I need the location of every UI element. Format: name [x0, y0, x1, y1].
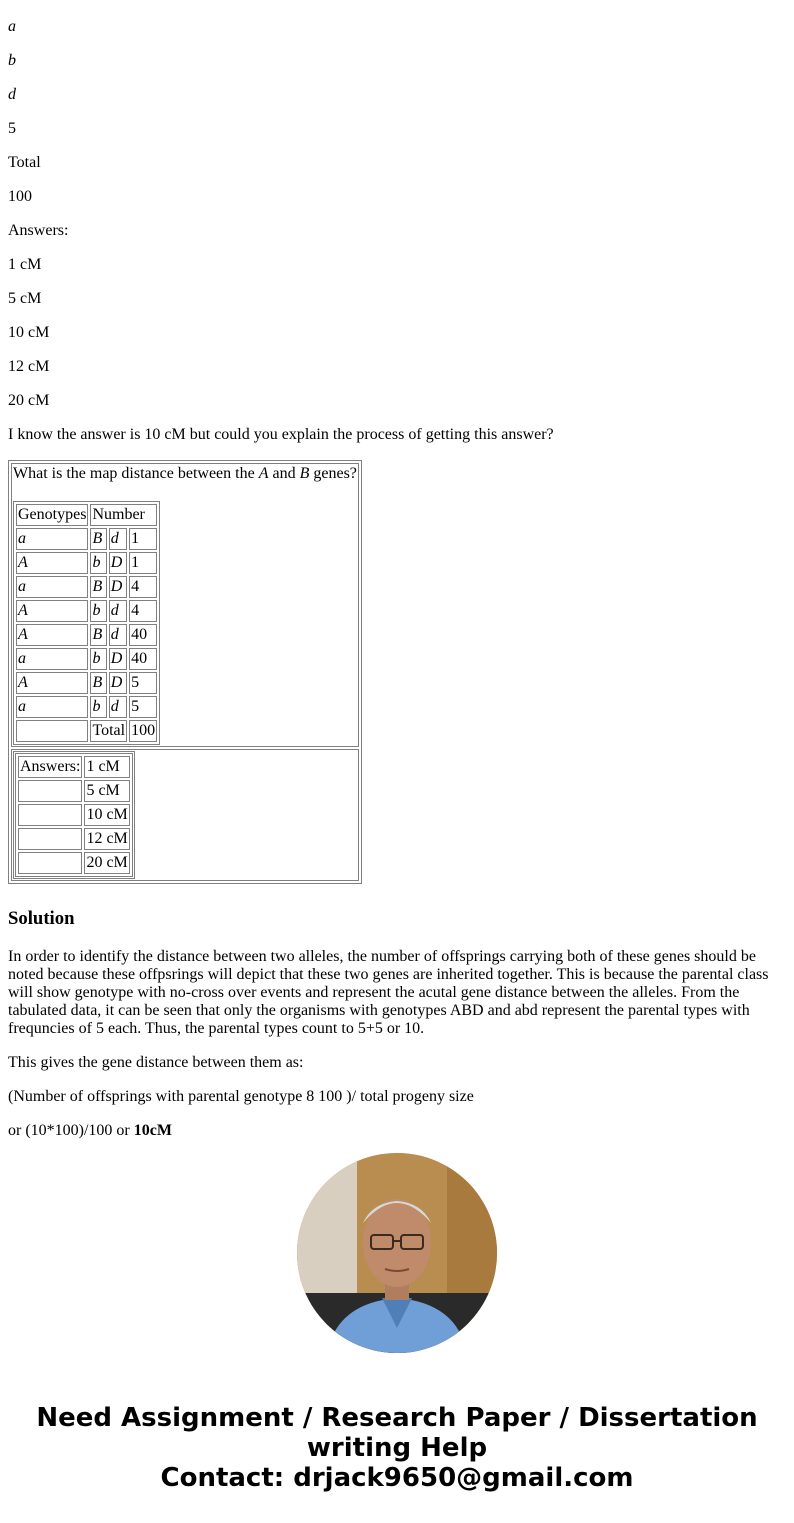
answer-option: 1 cM — [84, 756, 129, 778]
genotype-cell: d — [109, 600, 127, 622]
total-row — [16, 720, 157, 742]
table-row — [16, 552, 157, 574]
genotype-cell: d — [109, 696, 127, 718]
answer-row — [18, 756, 130, 778]
help-banner — [0, 1403, 794, 1493]
solution-heading: Solution — [8, 908, 75, 929]
table-row — [16, 528, 157, 550]
author-photo-icon — [297, 1153, 497, 1353]
author-avatar — [297, 1153, 497, 1353]
table-row — [16, 696, 157, 718]
answers-cell — [11, 749, 359, 881]
question-table — [8, 460, 362, 884]
list-item: 5 — [8, 120, 16, 137]
empty-cell — [16, 720, 88, 742]
table-row — [16, 600, 157, 622]
table-header-row — [16, 504, 157, 526]
answer-option: 10 cM — [84, 804, 129, 826]
genotype-cell: d — [109, 528, 127, 550]
genotype-cell: B — [90, 624, 106, 646]
genotype-cell: D — [109, 576, 127, 598]
count-cell: 5 — [129, 696, 157, 718]
genotype-cell: A — [16, 552, 88, 574]
genotype-cell: D — [109, 648, 127, 670]
count-cell: 40 — [129, 624, 157, 646]
empty-cell — [18, 804, 82, 826]
answers-label: Answers: — [18, 756, 82, 778]
banner-line-1: Need Assignment / Research Paper / Dissertation — [36, 1403, 758, 1433]
list-item-text: b — [8, 52, 16, 69]
list-item: 12 cM — [8, 358, 50, 375]
number-header: Number — [90, 504, 157, 526]
list-item: Total — [8, 154, 41, 171]
genotype-cell: B — [90, 528, 106, 550]
solution-paragraph-4: or (10*100)/100 or 10cM — [8, 1122, 172, 1139]
genotype-cell: d — [109, 624, 127, 646]
count-cell: 1 — [129, 528, 157, 550]
genotype-cell: A — [16, 600, 88, 622]
banner-contact: Contact: drjack9650@gmail.com — [160, 1463, 634, 1493]
answer-row — [18, 828, 130, 850]
answer-row — [18, 780, 130, 802]
genotype-cell: b — [90, 648, 106, 670]
total-value: 100 — [129, 720, 157, 742]
list-item-text: d — [8, 86, 16, 103]
count-cell: 4 — [129, 600, 157, 622]
genotypes-header: Genotypes — [16, 504, 88, 526]
question-cell — [11, 463, 359, 747]
list-item-text: a — [8, 18, 16, 35]
genotype-cell: a — [16, 696, 88, 718]
document-content — [8, 0, 786, 1156]
list-item: Answers: — [8, 222, 69, 239]
genotype-cell: b — [90, 552, 106, 574]
answer-option: 12 cM — [84, 828, 129, 850]
banner-line-2: writing Help — [306, 1433, 488, 1463]
empty-cell — [18, 828, 82, 850]
table-row — [16, 672, 157, 694]
answer-option: 5 cM — [84, 780, 129, 802]
solution-paragraph-2: This gives the gene distance between them as: — [8, 1054, 304, 1071]
genotype-table — [13, 501, 160, 745]
question-text: I know the answer is 10 cM but could you explain the process of getting this answer? — [8, 426, 554, 443]
list-item: 5 cM — [8, 290, 42, 307]
solution-paragraph-3: (Number of offsprings with parental genotype 8 100 )/ total progeny size — [8, 1088, 474, 1105]
genotype-cell: b — [90, 696, 106, 718]
genotype-cell: b — [90, 600, 106, 622]
count-cell: 1 — [129, 552, 157, 574]
list-item — [8, 0, 786, 2]
list-item — [8, 86, 786, 104]
list-item: 20 cM — [8, 392, 50, 409]
genotype-cell: a — [16, 528, 88, 550]
genotype-cell: D — [109, 672, 127, 694]
genotype-cell: A — [16, 672, 88, 694]
list-item: 1 cM — [8, 256, 42, 273]
genotype-cell: B — [90, 576, 106, 598]
answer-row — [18, 852, 130, 874]
solution-paragraph-1: In order to identify the distance between two alleles, the number of offsprings carrying both of these genes should be noted because these offpsrings will depict that these two genes are inherited together. This is because the parental class will show genotype with no-cross over events and represent the acutal gene distance between the alleles. From the tabulated data, it can be seen that only the organisms with genotypes ABD and abd represent the parental types with frequncies of 5 each. Thus, the parental types count to 5+5 or 10. — [8, 948, 769, 1037]
empty-cell — [18, 780, 82, 802]
count-cell: 5 — [129, 672, 157, 694]
total-label: Total — [90, 720, 127, 742]
answers-table — [13, 751, 135, 879]
genotype-cell: a — [16, 576, 88, 598]
genotype-cell: A — [16, 624, 88, 646]
list-item: 10 cM — [8, 324, 50, 341]
list-item: 100 — [8, 188, 32, 205]
genotype-cell: B — [90, 672, 106, 694]
table-row — [16, 648, 157, 670]
solution-section — [8, 908, 786, 1140]
list-item — [8, 52, 786, 70]
answer-row — [18, 804, 130, 826]
empty-cell — [18, 852, 82, 874]
answer-option: 20 cM — [84, 852, 129, 874]
table-row — [16, 624, 157, 646]
count-cell: 4 — [129, 576, 157, 598]
genotype-cell: D — [109, 552, 127, 574]
genotype-cell: a — [16, 648, 88, 670]
count-cell: 40 — [129, 648, 157, 670]
question-heading: What is the map distance between the A and B genes? — [13, 465, 357, 482]
list-item — [8, 18, 786, 36]
table-row — [16, 576, 157, 598]
top-text-list — [8, 0, 786, 410]
